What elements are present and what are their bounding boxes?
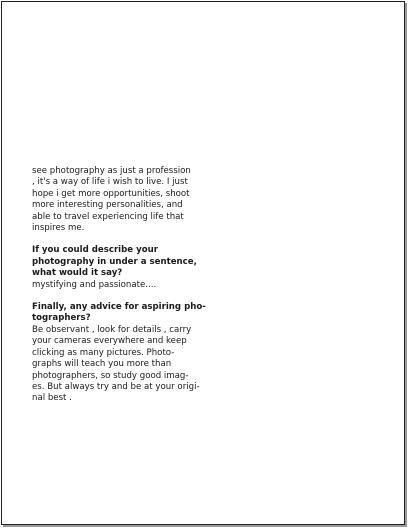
- question-describe-photography: [32, 245, 208, 279]
- intro-paragraph: [32, 166, 208, 234]
- answer-line: Be observant , look for details , carry: [32, 324, 192, 335]
- question-line: If you could describe your: [32, 245, 158, 256]
- text-line: inspires me.: [32, 223, 85, 234]
- text-line: see photography as just a profession: [32, 166, 191, 176]
- question-line: photography in under a sentence,: [32, 256, 197, 267]
- answer-line: graphs will teach you more than: [32, 359, 172, 370]
- answer-line: nal best .: [32, 393, 72, 404]
- question-advice: [32, 302, 208, 325]
- text-line: able to travel experiencing life that: [32, 211, 184, 222]
- question-line: tographers?: [32, 313, 91, 324]
- text-line: more interesting personalities, and: [32, 200, 183, 211]
- answer-line: es. But always try and be at your origi-: [32, 381, 200, 392]
- answer-line: clicking as many pictures. Photo-: [32, 347, 175, 358]
- answer-advice: [32, 325, 208, 405]
- article-text: [32, 166, 208, 405]
- answer-line: photographers, so study good imag-: [32, 370, 189, 381]
- text-line: , it's a way of life i wish to live. I just: [32, 177, 188, 188]
- question-line: what would it say?: [32, 268, 123, 279]
- answer-describe-photography: [32, 280, 208, 291]
- text-line: hope i get more opportunities, shoot: [32, 188, 190, 199]
- document-page: [1, 1, 405, 525]
- answer-line: your cameras everywhere and keep: [32, 336, 187, 347]
- question-line: Finally, any advice for aspiring pho-: [32, 302, 206, 313]
- answer-line: mystifying and passionate....: [32, 279, 157, 290]
